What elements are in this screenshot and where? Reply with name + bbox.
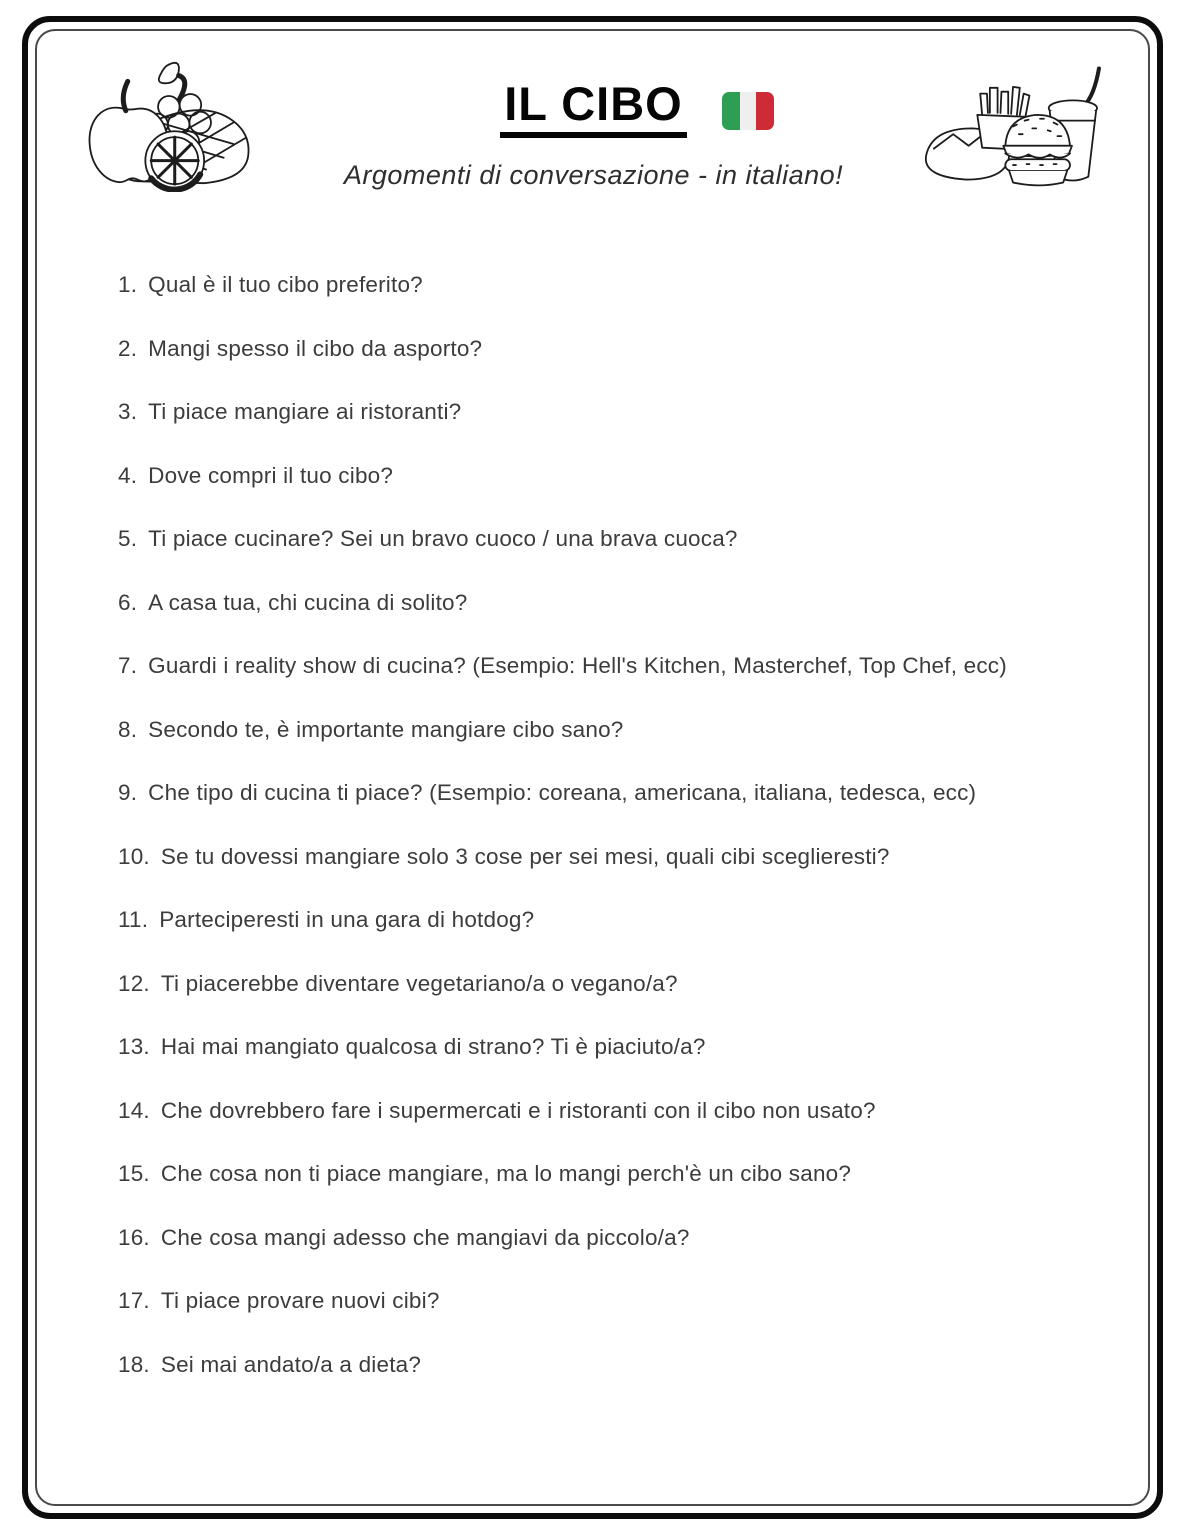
question-text: Hai mai mangiato qualcosa di strano? Ti è piaciuto/a? xyxy=(160,1034,706,1059)
question-row xyxy=(118,781,1147,804)
page-title: IL CIBO xyxy=(500,80,686,138)
question-number: 16. xyxy=(118,1224,150,1250)
question-list xyxy=(118,273,1147,1416)
question-number: 3. xyxy=(118,399,138,424)
question-row xyxy=(118,908,1147,931)
question-number: 9. xyxy=(118,780,138,805)
question-text: Ti piacerebbe diventare vegetariano/a o vegano/a? xyxy=(160,970,678,996)
question-row xyxy=(118,1289,1147,1312)
question-row xyxy=(118,845,1147,868)
question-number: 1. xyxy=(118,272,138,297)
question-text: A casa tua, chi cucina di solito? xyxy=(148,589,468,615)
question-text: Dove compri il tuo cibo? xyxy=(148,462,394,488)
question-row xyxy=(118,337,1147,360)
question-row xyxy=(118,464,1147,487)
question-number: 2. xyxy=(118,335,138,361)
question-text: Che dovrebbero fare i supermercati e i ristoranti con il cibo non usato? xyxy=(160,1097,876,1123)
question-number: 17. xyxy=(118,1288,150,1313)
question-row xyxy=(118,273,1147,296)
question-text: Mangi spesso il cibo da asporto? xyxy=(148,335,483,361)
question-number: 14. xyxy=(118,1097,150,1123)
question-row xyxy=(118,1353,1147,1376)
question-text: Che cosa mangi adesso che mangiavi da piccolo/a? xyxy=(160,1224,690,1250)
question-row xyxy=(118,972,1147,995)
question-number: 11. xyxy=(118,907,149,932)
italy-flag-icon xyxy=(722,92,774,130)
question-text: Ti piace mangiare ai ristoranti? xyxy=(148,399,462,424)
question-row xyxy=(118,1226,1147,1249)
question-row xyxy=(118,527,1147,550)
question-number: 8. xyxy=(118,716,138,742)
fast-food-clipart-icon xyxy=(912,55,1116,195)
question-text: Parteciperesti in una gara di hotdog? xyxy=(159,907,535,932)
question-number: 6. xyxy=(118,589,138,615)
question-text: Qual è il tuo cibo preferito? xyxy=(148,272,423,297)
question-row xyxy=(118,1162,1147,1185)
question-row xyxy=(118,1099,1147,1122)
question-number: 7. xyxy=(118,653,138,678)
question-row xyxy=(118,654,1147,677)
question-number: 15. xyxy=(118,1161,150,1186)
question-number: 10. xyxy=(118,843,150,869)
question-row xyxy=(118,400,1147,423)
question-text: Ti piace provare nuovi cibi? xyxy=(160,1288,440,1313)
question-number: 12. xyxy=(118,970,150,996)
page-subtitle: Argomenti di conversazione - in italiano! xyxy=(343,160,844,190)
question-text: Guardi i reality show di cucina? (Esempio: Hell's Kitchen, Masterchef, Top Chef, ecc) xyxy=(148,653,1007,678)
question-text: Secondo te, è importante mangiare cibo sano? xyxy=(148,716,624,742)
question-number: 4. xyxy=(118,462,138,488)
question-text: Che tipo di cucina ti piace? (Esempio: coreana, americana, italiana, tedesca, ecc) xyxy=(148,780,977,805)
question-text: Se tu dovessi mangiare solo 3 cose per sei mesi, quali cibi sceglieresti? xyxy=(160,843,890,869)
question-row xyxy=(118,1035,1147,1058)
question-number: 5. xyxy=(118,526,138,551)
question-number: 18. xyxy=(118,1351,150,1377)
question-row xyxy=(118,718,1147,741)
question-number: 13. xyxy=(118,1034,150,1059)
question-text: Che cosa non ti piace mangiare, ma lo mangi perch'è un cibo sano? xyxy=(160,1161,852,1186)
question-row xyxy=(118,591,1147,614)
question-text: Sei mai andato/a a dieta? xyxy=(160,1351,422,1377)
question-text: Ti piace cucinare? Sei un bravo cuoco / una brava cuoca? xyxy=(148,526,738,551)
